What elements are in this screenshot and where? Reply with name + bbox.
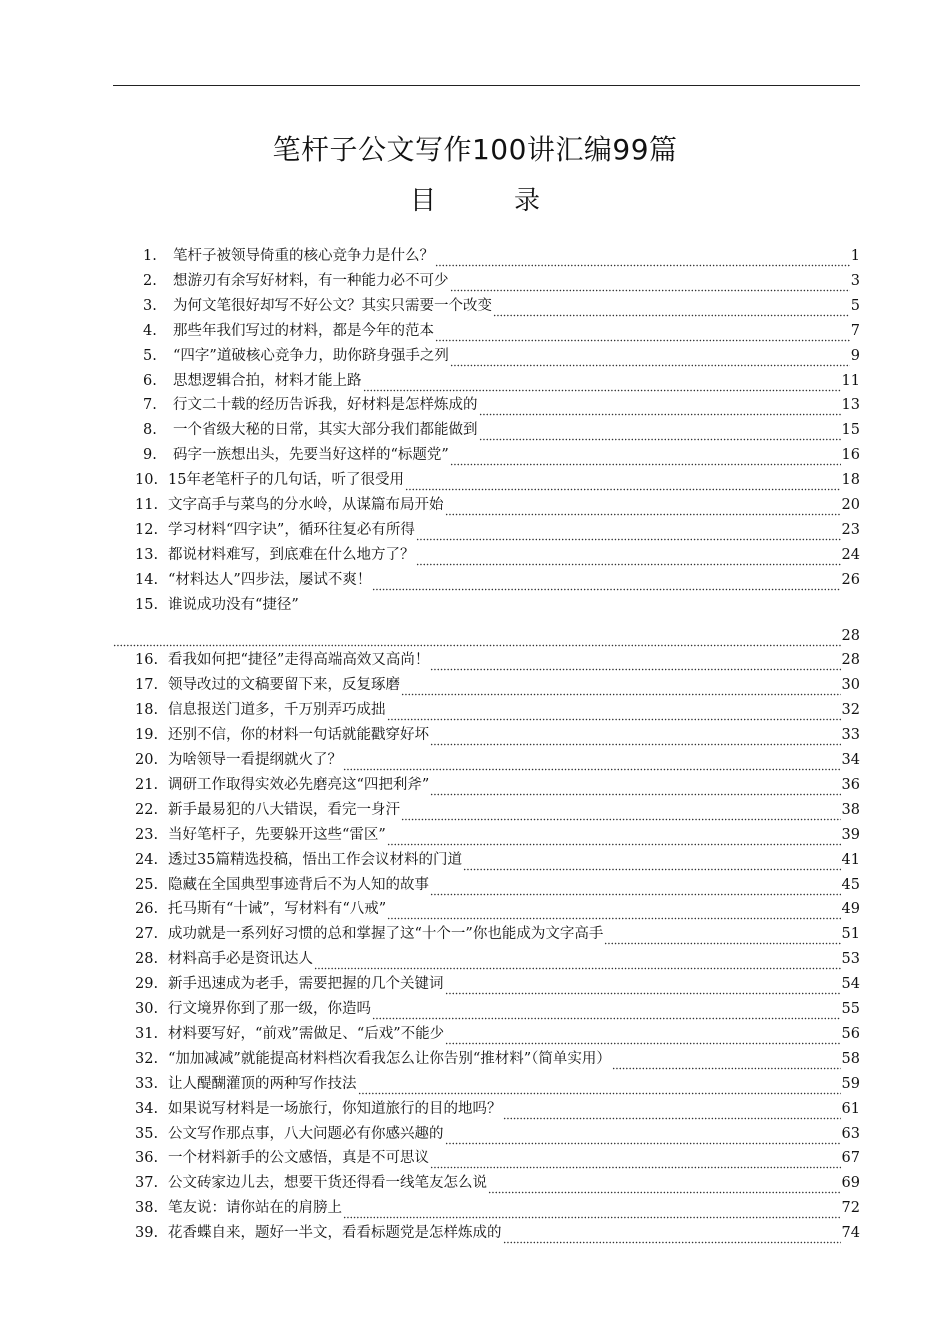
toc-entry[interactable] [135,593,860,617]
toc-leader-dots [430,777,840,797]
toc-entry-page: 7 [850,322,860,339]
toc-leader-dots [372,1001,841,1021]
toc-entry[interactable] [143,294,860,318]
toc-entry[interactable] [135,1122,860,1146]
toc-entry[interactable] [143,418,860,442]
toc-entry-number: 8. [143,422,157,439]
toc-entry-number: 39. [135,1225,159,1242]
toc-leader-dots [503,1225,841,1245]
toc-entry-page: 72 [841,1200,860,1217]
toc-entry-number: 32. [135,1050,159,1067]
toc-entry-number: 18. [135,702,159,719]
toc-leader-dots [493,298,850,318]
toc-entry[interactable] [135,1097,860,1121]
toc-heading-left: 目 [409,186,436,216]
toc-entry-page: 16 [841,447,860,464]
toc-entry[interactable] [143,443,860,467]
toc-leader-dots [387,901,840,921]
toc-entry-number: 6. [143,372,157,389]
toc-entry-number: 4. [143,322,157,339]
toc-entry[interactable] [135,468,860,492]
toc-entry-title: 透过35篇精选投稿，悟出工作会议材料的门道 [168,851,462,868]
toc-leader-dots [450,447,841,467]
toc-leader-dots [416,522,841,542]
document-title: 笔杆子公文写作100讲汇编99篇 [272,133,678,166]
toc-entry-title: 让人醍醐灌顶的两种写作技法 [168,1075,357,1092]
toc-entry-title: 花香蝶自来，题好一半文，看看标题党是怎样炼成的 [168,1225,502,1242]
toc-entry-page: 51 [841,926,860,943]
toc-leader-dots [445,497,841,517]
toc-leader-dots [445,1126,841,1146]
toc-entry-title: 想游刃有余写好材料，有一种能力必不可少 [173,272,449,289]
toc-entry-page: 28 [841,627,860,644]
toc-entry-number: 17. [135,677,159,694]
toc-entry[interactable] [135,773,860,797]
toc-entry-number: 12. [135,521,159,538]
toc-entry[interactable] [135,1146,860,1170]
toc-heading [0,180,950,217]
toc-entry-title: 那些年我们写过的材料，都是今年的范本 [173,322,434,339]
toc-leader-dots [430,652,840,672]
toc-leader-dots [314,951,841,971]
toc-entry-page: 32 [841,702,860,719]
toc-entry-title: 隐藏在全国典型事迹背后不为人知的故事 [168,876,429,893]
toc-entry[interactable] [135,673,860,697]
toc-leader-dots [479,397,841,417]
toc-entry-page: 15 [841,422,860,439]
toc-entry-number: 36. [135,1150,159,1167]
toc-entry-title: “加加减减”就能提高材料档次看我怎么让你告别“推材料”（简单实用） [168,1050,611,1067]
toc-entry-page: 63 [841,1125,860,1142]
toc-entry[interactable] [143,369,860,393]
toc-entry-page: 34 [841,752,860,768]
toc-entry-number: 7. [143,397,157,414]
toc-leader-dots [488,1175,841,1195]
toc-entry-title: 文字高手与菜鸟的分水岭，从谋篇布局开始 [168,497,444,513]
toc-leader-dots [387,827,841,847]
toc-entry[interactable] [135,823,860,847]
toc-entry-page: 28 [841,652,860,669]
toc-entry-title: 思想逻辑合拍，材料才能上路 [173,372,362,389]
toc-entry-title: 托马斯有“十诫”，写材料有“八戒” [168,901,387,918]
toc-entry[interactable] [135,997,860,1021]
toc-entry-number: 1. [143,248,157,264]
toc-entry-title: 成功就是一系列好习惯的总和掌握了这“十个一”你也能成为文字高手 [168,926,604,943]
toc-entry-page: 61 [841,1100,860,1117]
toc-entry-title: “四字”道破核心竞争力，助你跻身强手之列 [173,347,449,364]
toc-entry-page: 58 [841,1050,860,1067]
toc-entry-title: 新手最易犯的八大错误，看完一身汗 [168,801,400,818]
toc-leader-dots [363,373,841,393]
toc-entry[interactable] [135,493,860,517]
toc-entry[interactable] [135,897,860,921]
toc-entry-number: 37. [135,1175,159,1192]
toc-entry-number: 22. [135,801,159,818]
toc-entry-title: 看我如何把“捷径”走得高端高效又高尚！ [168,652,430,669]
toc-entry-number: 25. [135,876,159,893]
toc-entry[interactable] [135,568,860,592]
toc-leader-dots [343,752,841,772]
toc-entry[interactable] [135,848,860,872]
toc-entry-continuation [113,624,860,648]
toc-entry-page: 36 [841,776,860,793]
toc-entry-number: 27. [135,926,159,943]
toc-leader-dots [435,248,850,268]
toc-entry[interactable] [135,748,860,772]
toc-entry-number: 15. [135,596,159,613]
toc-leader-dots [445,976,841,996]
toc-entry[interactable] [135,1047,860,1071]
toc-entry-number: 24. [135,851,159,868]
toc-leader-dots [450,348,850,368]
toc-entry-number: 28. [135,951,159,968]
toc-entry-title: 材料高手必是资讯达人 [168,951,313,968]
toc-entry-page: 33 [841,727,860,744]
toc-entry-number: 11. [135,497,159,513]
toc-entry-title: 公文砖家边儿去，想要干货还得看一线笔友怎么说 [168,1175,487,1192]
toc-leader-dots [372,572,840,592]
toc-entry-title: 新手迅速成为老手，需要把握的几个关键词 [168,976,444,993]
toc-entry-title: 如果说写材料是一场旅行，你知道旅行的目的地吗？ [168,1100,502,1117]
toc-entry-title: 领导改过的文稿要留下来，反复琢磨 [168,677,400,694]
toc-entry-title: 谁说成功没有“捷径” [168,596,299,613]
toc-entry-page: 11 [841,372,860,389]
toc-entry-title: 一个材料新手的公文感悟，真是不可思议 [168,1150,429,1167]
toc-entry-number: 16. [135,652,159,669]
toc-entry-title: 为啥领导一看提纲就火了？ [168,752,342,768]
toc-entry[interactable] [135,543,860,567]
toc-leader-dots [405,472,841,492]
toc-leader-dots [430,1150,841,1170]
toc-entry-title: 公文写作那点事，八大问题必有你感兴趣的 [168,1125,444,1142]
toc-entry-page: 49 [841,901,860,918]
toc-entry[interactable] [135,1171,860,1195]
toc-entry-page: 56 [841,1025,860,1042]
toc-entry-title: 当好笔杆子，先要躲开这些“雷区” [168,826,386,843]
toc-entry[interactable] [135,873,860,897]
toc-entry[interactable] [135,947,860,971]
toc-entry-page: 9 [850,347,860,364]
toc-entry-number: 3. [143,297,157,314]
toc-entry-title: “材料达人”四步法，屡试不爽！ [168,571,372,588]
toc-entry-title: 码字一族想出头，先要当好这样的“标题党” [173,447,449,464]
toc-entry-number: 19. [135,727,159,744]
toc-entry-title: 信息报送门道多，千万别弄巧成拙 [168,702,386,719]
toc-entry[interactable] [135,723,860,747]
toc-entry-title: 为何文笔很好却写不好公文？其实只需要一个改变 [173,297,492,314]
toc-entry-title: 一个省级大秘的日常，其实大部分我们都能做到 [173,422,478,439]
toc-entry-title: 笔友说：请你站在的肩膀上 [168,1200,342,1217]
toc-entry[interactable] [135,798,860,822]
toc-entry[interactable] [135,1022,860,1046]
toc-leader-dots [401,677,841,697]
toc-entry[interactable] [143,319,860,343]
toc-entry-number: 5. [143,347,157,364]
toc-entry[interactable] [143,344,860,368]
toc-heading-right: 录 [514,186,541,216]
toc-entry[interactable] [135,972,860,996]
toc-entry[interactable] [135,1072,860,1096]
toc-entry-page: 20 [841,497,860,513]
toc-entry-number: 31. [135,1025,159,1042]
toc-entry[interactable] [135,698,860,722]
toc-entry-number: 34. [135,1100,159,1117]
toc-leader-dots [113,628,842,648]
toc-entry[interactable] [135,648,860,672]
toc-entry-title: 行文二十载的经历告诉我，好材料是怎样炼成的 [173,397,478,414]
toc-entry-page: 53 [841,951,860,968]
toc-entry-page: 3 [850,272,860,289]
toc-entry-page: 74 [841,1225,860,1242]
toc-entry-page: 41 [841,851,860,868]
toc-leader-dots [430,877,841,897]
toc-entry[interactable] [143,269,860,293]
toc-entry-page: 23 [841,521,860,538]
toc-entry-number: 29. [135,976,159,993]
toc-leader-dots [479,422,841,442]
toc-leader-dots [358,1076,841,1096]
toc-entry-title: 行文境界你到了那一级，你造吗 [168,1001,371,1017]
toc-leader-dots [401,802,841,822]
toc-leader-dots [604,926,840,946]
toc-leader-dots [343,1200,841,1220]
toc-entry-number: 23. [135,826,159,843]
toc-entry-page: 24 [841,546,860,563]
toc-entry-page: 54 [841,976,860,993]
toc-leader-dots [435,323,850,343]
toc-entry-title: 材料要写好，“前戏”需做足、“后戏”不能少 [168,1025,445,1042]
toc-entry-page: 55 [841,1001,860,1017]
toc-entry-page: 18 [841,472,860,489]
toc-entry-number: 35. [135,1125,159,1142]
toc-entry-title: 调研工作取得实效必先磨亮这“四把利斧” [168,776,430,793]
toc-leader-dots [445,1026,840,1046]
toc-entry-page: 26 [841,571,860,588]
toc-entry-number: 2. [143,272,157,289]
toc-entry-number: 38. [135,1200,159,1217]
toc-entry[interactable] [143,393,860,417]
toc-entry-number: 14. [135,571,159,588]
toc-entry-number: 9. [143,447,157,464]
toc-entry-page: 5 [850,297,860,314]
toc-entry-title: 学习材料“四字诀”，循环往复必有所得 [168,521,415,538]
toc-leader-dots [430,727,841,747]
toc-leader-dots [416,547,841,567]
toc-entry-page: 39 [841,826,860,843]
toc-entry-page: 38 [841,801,860,818]
toc-entry-page: 67 [841,1150,860,1167]
toc-leader-dots [612,1051,841,1071]
toc-entry-page: 69 [841,1175,860,1192]
toc-entry-title: 都说材料难写，到底难在什么地方了？ [168,546,415,563]
toc-entry-number: 26. [135,901,159,918]
header-rule [113,85,860,86]
toc-entry[interactable] [143,244,860,268]
toc-entry-page: 30 [841,677,860,694]
toc-entry-title: 15年老笔杆子的几句话，听了很受用 [168,472,404,489]
toc-leader-dots [463,852,841,872]
toc-entry-number: 20. [135,752,159,768]
toc-entry-number: 13. [135,546,159,563]
toc-entry-page: 59 [841,1075,860,1092]
toc-entry-page: 45 [841,876,860,893]
toc-entry-number: 10. [135,472,159,489]
toc-entry-title: 笔杆子被领导倚重的核心竞争力是什么？ [173,248,434,264]
toc-entry[interactable] [135,518,860,542]
toc-entry-number: 30. [135,1001,159,1017]
toc-leader-dots [450,273,850,293]
toc-leader-dots [503,1101,841,1121]
toc-entry-title: 还别不信，你的材料一句话就能戳穿好坏 [168,727,429,744]
toc-entry-number: 33. [135,1075,159,1092]
toc-entry[interactable] [135,1221,860,1245]
toc-entry-page: 1 [850,248,860,264]
toc-entry-page: 13 [841,397,860,414]
toc-entry[interactable] [135,1196,860,1220]
toc-leader-dots [387,702,841,722]
toc-entry-number: 21. [135,776,159,793]
toc-entry[interactable] [135,922,860,946]
